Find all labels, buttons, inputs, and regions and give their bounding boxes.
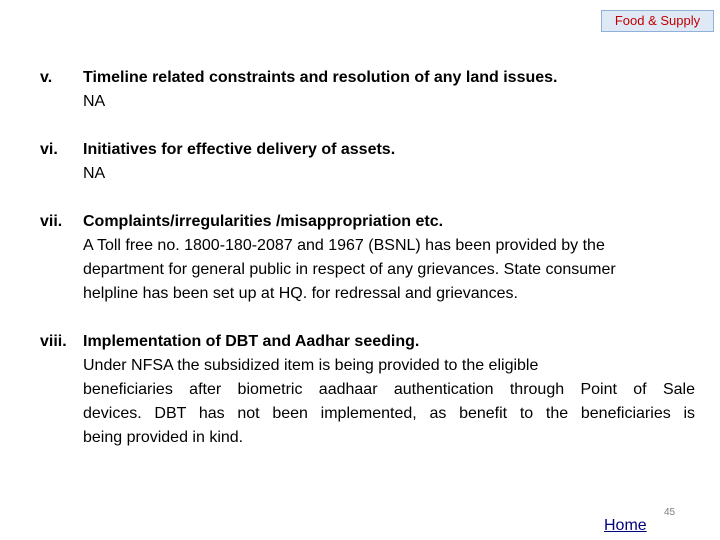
body-line: being provided in kind. bbox=[83, 429, 244, 446]
item-body bbox=[83, 234, 695, 306]
body-line: A Toll free no. 1800-180-2087 and 1967 (BSNL) has been provided by the bbox=[83, 237, 605, 254]
item-body bbox=[83, 162, 695, 186]
body-line: NA bbox=[83, 93, 106, 110]
body-line: helpline has been set up at HQ. for redressal and grievances. bbox=[83, 285, 518, 302]
body-line: beneficiaries after biometric aadhaar authentication through Point of Sale bbox=[83, 381, 695, 398]
item-numeral: vii. bbox=[40, 213, 63, 230]
item-body bbox=[83, 354, 695, 450]
item-numeral: viii. bbox=[40, 333, 67, 350]
item-numeral: vi. bbox=[40, 141, 58, 158]
item-heading: Complaints/irregularities /misappropriation etc. bbox=[83, 213, 444, 230]
item-heading: Initiatives for effective delivery of assets. bbox=[83, 141, 396, 158]
section-tag: Food & Supply bbox=[601, 10, 714, 32]
item-numeral: v. bbox=[40, 69, 53, 86]
body-line: devices. DBT has not been implemented, as benefit to the beneficiaries is bbox=[83, 405, 695, 422]
item-body bbox=[83, 90, 695, 114]
body-line: department for general public in respect of any grievances. State consumer bbox=[83, 261, 616, 278]
body-line: Under NFSA the subsidized item is being provided to the eligible bbox=[83, 357, 539, 374]
body-line: NA bbox=[83, 165, 106, 182]
page-number: 45 bbox=[664, 507, 676, 518]
item-heading: Implementation of DBT and Aadhar seeding. bbox=[83, 333, 420, 350]
item-heading: Timeline related constraints and resolution of any land issues. bbox=[83, 69, 558, 86]
home-link[interactable]: Home bbox=[604, 517, 647, 534]
